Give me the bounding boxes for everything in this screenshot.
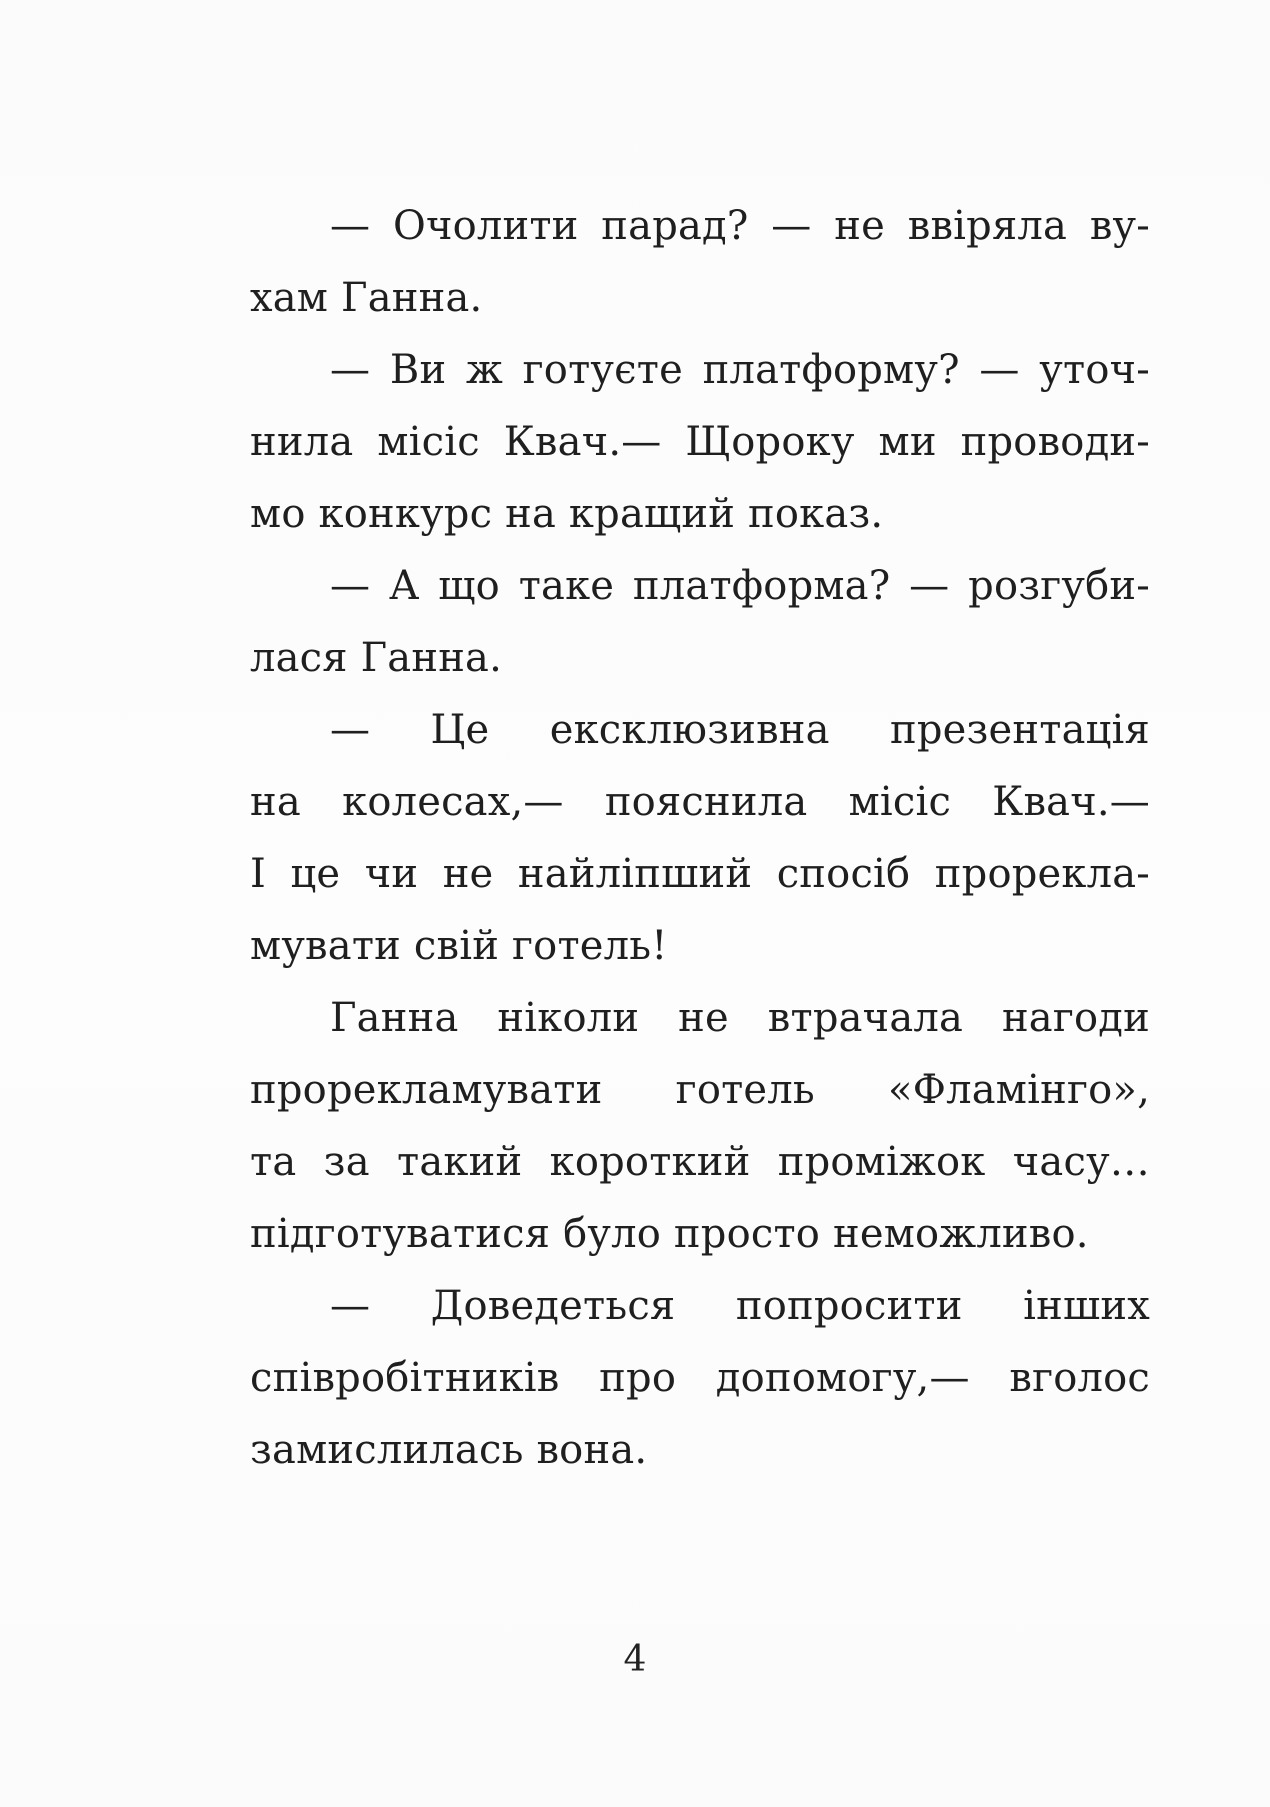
text-line: — Очолити парад? — не ввіряла ву- bbox=[330, 203, 1150, 249]
text-line: Ганна ніколи не втрачала нагоди bbox=[330, 995, 1150, 1041]
text-line: — А що таке платформа? — розгуби- bbox=[330, 563, 1150, 609]
text-line: — Це ексклюзивна презентація bbox=[330, 707, 1150, 753]
text-line: нила місіс Квач.— Щороку ми проводи- bbox=[250, 419, 1150, 465]
text-line: І це чи не найліпший спосіб прорекла- bbox=[250, 851, 1150, 897]
text-line: лася Ганна. bbox=[250, 635, 503, 681]
text-line: співробітників про допомогу,— вголос bbox=[250, 1355, 1150, 1401]
text-line: замислилась вона. bbox=[250, 1427, 648, 1473]
text-line: прорекламувати готель «Фламінго», bbox=[250, 1067, 1150, 1113]
text-line: підготуватися було просто неможливо. bbox=[250, 1211, 1089, 1257]
text-line: хам Ганна. bbox=[250, 275, 483, 321]
text-line: — Доведеться попросити інших bbox=[330, 1283, 1150, 1329]
page-number: 4 bbox=[623, 1639, 647, 1680]
text-line: на колесах,— пояснила місіс Квач.— bbox=[250, 779, 1150, 825]
text-line: мо конкурс на кращий показ. bbox=[250, 491, 884, 537]
text-line: та за такий короткий проміжок часу… bbox=[250, 1139, 1150, 1185]
text-line: — Ви ж готуєте платформу? — уточ- bbox=[330, 347, 1150, 393]
text-line: мувати свій готель! bbox=[250, 923, 668, 969]
